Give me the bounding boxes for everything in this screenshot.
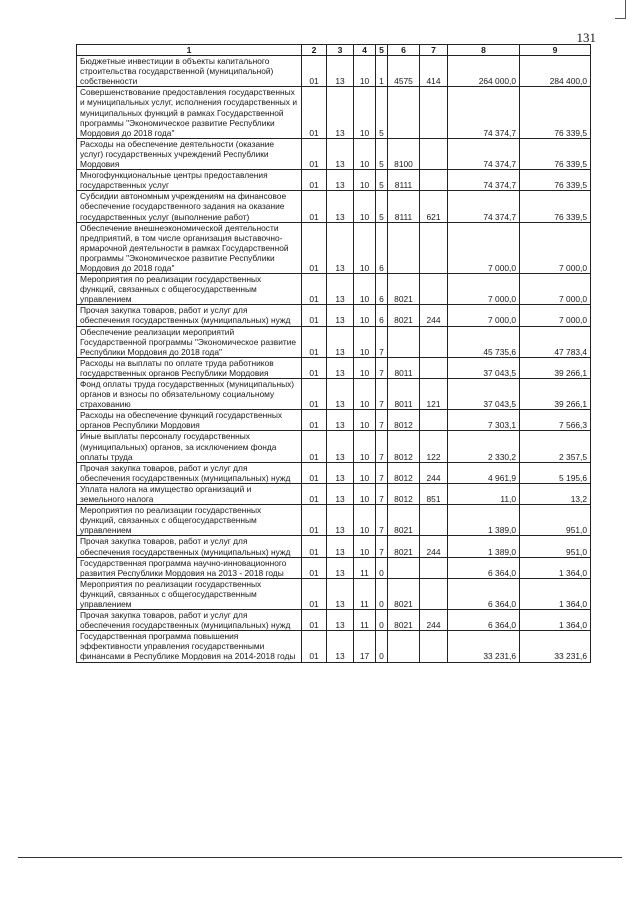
subsection-code-cell: 13 [327, 87, 354, 138]
section-code-cell: 01 [302, 170, 327, 191]
amount-year-2-cell: 7 566,3 [520, 410, 591, 431]
expense-type-cell [420, 138, 448, 169]
target-code-cell: 8012 [388, 483, 420, 504]
target-code-cell: 8021 [388, 610, 420, 631]
subsection-code-cell: 13 [327, 305, 354, 326]
subsection-code-cell: 13 [327, 170, 354, 191]
subprogram-code-cell: 0 [376, 610, 388, 631]
program-code-cell: 10 [354, 410, 376, 431]
expense-type-cell [420, 170, 448, 191]
row-name-cell: Государственная программа научно-инновационного развития Республики Мордовия на 2013 - 2018 годы [77, 557, 302, 578]
amount-year-2-cell: 39 266,1 [520, 379, 591, 410]
amount-year-2-cell: 7 000,0 [520, 305, 591, 326]
target-code-cell: 8011 [388, 379, 420, 410]
expense-type-cell [420, 87, 448, 138]
table-row [77, 536, 591, 557]
amount-year-2-cell: 1 364,0 [520, 578, 591, 609]
table-row [77, 191, 591, 222]
program-code-cell: 10 [354, 274, 376, 305]
table-row [77, 557, 591, 578]
table-row [77, 326, 591, 357]
expense-type-cell [420, 357, 448, 378]
row-name-cell: Мероприятия по реализации государственных функций, связанных с общегосударственным управлением [77, 578, 302, 609]
row-name-cell: Мероприятия по реализации государственных функций, связанных с общегосударственным управлением [77, 274, 302, 305]
program-code-cell: 11 [354, 610, 376, 631]
section-code-cell: 01 [302, 379, 327, 410]
program-code-cell: 10 [354, 462, 376, 483]
table-row [77, 379, 591, 410]
table-row [77, 357, 591, 378]
amount-year-2-cell: 951,0 [520, 536, 591, 557]
table-row [77, 170, 591, 191]
expense-type-cell [420, 410, 448, 431]
section-code-cell: 01 [302, 56, 327, 87]
expense-type-cell [420, 578, 448, 609]
amount-year-1-cell: 7 303,1 [448, 410, 520, 431]
amount-year-2-cell: 5 195,6 [520, 462, 591, 483]
target-code-cell [388, 631, 420, 662]
table-body [77, 56, 591, 662]
amount-year-1-cell: 37 043,5 [448, 379, 520, 410]
subprogram-code-cell: 7 [376, 357, 388, 378]
program-code-cell: 10 [354, 326, 376, 357]
subprogram-code-cell: 5 [376, 138, 388, 169]
header-cell: 6 [388, 45, 420, 56]
expense-type-cell: 414 [420, 56, 448, 87]
amount-year-2-cell: 1 364,0 [520, 557, 591, 578]
header-cell: 2 [302, 45, 327, 56]
expense-type-cell: 244 [420, 610, 448, 631]
target-code-cell: 8021 [388, 536, 420, 557]
section-code-cell: 01 [302, 631, 327, 662]
program-code-cell: 10 [354, 305, 376, 326]
expense-type-cell: 122 [420, 431, 448, 462]
row-name-cell: Государственная программа повышения эффективности управления государственными финансами в Республике Мордовия на 2014-2018 годы [77, 631, 302, 662]
target-code-cell: 8021 [388, 274, 420, 305]
table-row [77, 274, 591, 305]
row-name-cell: Фонд оплаты труда государственных (муниципальных) органов и взносы по обязательному социальному страхованию [77, 379, 302, 410]
amount-year-1-cell: 6 364,0 [448, 578, 520, 609]
section-code-cell: 01 [302, 505, 327, 536]
amount-year-1-cell: 7 000,0 [448, 305, 520, 326]
row-name-cell: Прочая закупка товаров, работ и услуг для обеспечения государственных (муниципальных) нужд [77, 462, 302, 483]
amount-year-1-cell: 2 330,2 [448, 431, 520, 462]
section-code-cell: 01 [302, 357, 327, 378]
amount-year-1-cell: 6 364,0 [448, 557, 520, 578]
header-cell: 9 [520, 45, 591, 56]
row-name-cell: Обеспечение внешнеэкономической деятельности предприятий, в том числе организация выставочно-ярмарочной деятельности в рамках Государственной программы "Экономическое развитие Республики Мордовия до 2018 года" [77, 222, 302, 273]
target-code-cell: 8111 [388, 191, 420, 222]
target-code-cell: 8100 [388, 138, 420, 169]
row-name-cell: Расходы на выплаты по оплате труда работников государственных органов Республики Мордовия [77, 357, 302, 378]
subsection-code-cell: 13 [327, 222, 354, 273]
amount-year-1-cell: 45 735,6 [448, 326, 520, 357]
subprogram-code-cell: 7 [376, 505, 388, 536]
subprogram-code-cell: 7 [376, 462, 388, 483]
corner-mark [615, 0, 626, 19]
amount-year-2-cell: 2 357,5 [520, 431, 591, 462]
table-header-row [77, 45, 591, 56]
amount-year-1-cell: 7 000,0 [448, 274, 520, 305]
program-code-cell: 10 [354, 191, 376, 222]
section-code-cell: 01 [302, 305, 327, 326]
row-name-cell: Многофункциональные центры предоставления государственных услуг [77, 170, 302, 191]
table-row [77, 305, 591, 326]
section-code-cell: 01 [302, 138, 327, 169]
target-code-cell: 8111 [388, 170, 420, 191]
row-name-cell: Расходы на обеспечение деятельности (оказание услуг) государственных учреждений Республики Мордовия [77, 138, 302, 169]
section-code-cell: 01 [302, 578, 327, 609]
subsection-code-cell: 13 [327, 431, 354, 462]
subsection-code-cell: 13 [327, 610, 354, 631]
section-code-cell: 01 [302, 462, 327, 483]
amount-year-2-cell: 76 339,5 [520, 170, 591, 191]
bottom-rule [18, 857, 622, 858]
header-cell: 7 [420, 45, 448, 56]
row-name-cell: Прочая закупка товаров, работ и услуг для обеспечения государственных (муниципальных) нужд [77, 536, 302, 557]
target-code-cell: 8021 [388, 505, 420, 536]
subprogram-code-cell: 7 [376, 410, 388, 431]
amount-year-2-cell: 13,2 [520, 483, 591, 504]
subsection-code-cell: 13 [327, 578, 354, 609]
amount-year-2-cell: 951,0 [520, 505, 591, 536]
row-name-cell: Прочая закупка товаров, работ и услуг для обеспечения государственных (муниципальных) нужд [77, 610, 302, 631]
amount-year-2-cell: 1 364,0 [520, 610, 591, 631]
target-code-cell [388, 557, 420, 578]
subprogram-code-cell: 0 [376, 578, 388, 609]
subprogram-code-cell: 6 [376, 274, 388, 305]
subprogram-code-cell: 7 [376, 536, 388, 557]
target-code-cell [388, 87, 420, 138]
expense-type-cell [420, 326, 448, 357]
expense-type-cell: 244 [420, 536, 448, 557]
target-code-cell: 8012 [388, 410, 420, 431]
target-code-cell [388, 326, 420, 357]
program-code-cell: 10 [354, 87, 376, 138]
target-code-cell: 8021 [388, 578, 420, 609]
header-cell: 1 [77, 45, 302, 56]
subprogram-code-cell: 0 [376, 557, 388, 578]
amount-year-1-cell: 1 389,0 [448, 505, 520, 536]
subsection-code-cell: 13 [327, 483, 354, 504]
subsection-code-cell: 13 [327, 379, 354, 410]
section-code-cell: 01 [302, 222, 327, 273]
amount-year-2-cell: 284 400,0 [520, 56, 591, 87]
program-code-cell: 10 [354, 170, 376, 191]
budget-table [76, 44, 591, 663]
program-code-cell: 10 [354, 483, 376, 504]
subsection-code-cell: 13 [327, 536, 354, 557]
subprogram-code-cell: 7 [376, 483, 388, 504]
subprogram-code-cell: 0 [376, 631, 388, 662]
amount-year-1-cell: 11,0 [448, 483, 520, 504]
program-code-cell: 11 [354, 578, 376, 609]
section-code-cell: 01 [302, 557, 327, 578]
amount-year-2-cell: 39 266,1 [520, 357, 591, 378]
target-code-cell [388, 222, 420, 273]
expense-type-cell [420, 557, 448, 578]
subsection-code-cell: 13 [327, 557, 354, 578]
subsection-code-cell: 13 [327, 326, 354, 357]
amount-year-1-cell: 264 000,0 [448, 56, 520, 87]
section-code-cell: 01 [302, 191, 327, 222]
program-code-cell: 10 [354, 505, 376, 536]
subsection-code-cell: 13 [327, 410, 354, 431]
subprogram-code-cell: 7 [376, 431, 388, 462]
row-name-cell: Субсидии автономным учреждениям на финансовое обеспечение государственного задания на оказание государственных услуг (выполнение работ) [77, 191, 302, 222]
header-cell: 8 [448, 45, 520, 56]
header-cell: 4 [354, 45, 376, 56]
expense-type-cell: 121 [420, 379, 448, 410]
row-name-cell: Совершенствование предоставления государственных и муниципальных услуг, исполнения государственных и муниципальных функций в рамках Государственной программы "Экономическое развитие Республики Мордовия до 2018 года" [77, 87, 302, 138]
row-name-cell: Прочая закупка товаров, работ и услуг для обеспечения государственных (муниципальных) нужд [77, 305, 302, 326]
subsection-code-cell: 13 [327, 505, 354, 536]
amount-year-2-cell: 76 339,5 [520, 87, 591, 138]
subprogram-code-cell: 5 [376, 170, 388, 191]
subsection-code-cell: 13 [327, 462, 354, 483]
row-name-cell: Уплата налога на имущество организаций и земельного налога [77, 483, 302, 504]
amount-year-1-cell: 33 231,6 [448, 631, 520, 662]
subsection-code-cell: 13 [327, 138, 354, 169]
program-code-cell: 10 [354, 536, 376, 557]
amount-year-2-cell: 33 231,6 [520, 631, 591, 662]
table-row [77, 410, 591, 431]
subsection-code-cell: 13 [327, 56, 354, 87]
subsection-code-cell: 13 [327, 191, 354, 222]
row-name-cell: Расходы на обеспечение функций государственных органов Республики Мордовия [77, 410, 302, 431]
subprogram-code-cell: 7 [376, 379, 388, 410]
expense-type-cell [420, 505, 448, 536]
amount-year-1-cell: 37 043,5 [448, 357, 520, 378]
subsection-code-cell: 13 [327, 357, 354, 378]
program-code-cell: 10 [354, 357, 376, 378]
subsection-code-cell: 13 [327, 631, 354, 662]
section-code-cell: 01 [302, 483, 327, 504]
expense-type-cell [420, 222, 448, 273]
target-code-cell: 8012 [388, 431, 420, 462]
target-code-cell: 4575 [388, 56, 420, 87]
table-row [77, 483, 591, 504]
amount-year-1-cell: 74 374,7 [448, 170, 520, 191]
expense-type-cell: 244 [420, 462, 448, 483]
section-code-cell: 01 [302, 326, 327, 357]
subsection-code-cell: 13 [327, 274, 354, 305]
row-name-cell: Мероприятия по реализации государственных функций, связанных с общегосударственным управлением [77, 505, 302, 536]
header-cell: 5 [376, 45, 388, 56]
program-code-cell: 10 [354, 138, 376, 169]
subprogram-code-cell: 6 [376, 222, 388, 273]
amount-year-1-cell: 1 389,0 [448, 536, 520, 557]
subprogram-code-cell: 7 [376, 326, 388, 357]
amount-year-2-cell: 47 783,4 [520, 326, 591, 357]
amount-year-1-cell: 4 961,9 [448, 462, 520, 483]
program-code-cell: 17 [354, 631, 376, 662]
subprogram-code-cell: 1 [376, 56, 388, 87]
subprogram-code-cell: 5 [376, 87, 388, 138]
subprogram-code-cell: 5 [376, 191, 388, 222]
section-code-cell: 01 [302, 610, 327, 631]
expense-type-cell: 851 [420, 483, 448, 504]
table-row [77, 610, 591, 631]
subprogram-code-cell: 6 [376, 305, 388, 326]
table-row [77, 431, 591, 462]
amount-year-1-cell: 74 374,7 [448, 191, 520, 222]
table-row [77, 462, 591, 483]
section-code-cell: 01 [302, 536, 327, 557]
expense-type-cell [420, 631, 448, 662]
program-code-cell: 10 [354, 431, 376, 462]
amount-year-1-cell: 7 000,0 [448, 222, 520, 273]
section-code-cell: 01 [302, 431, 327, 462]
target-code-cell: 8011 [388, 357, 420, 378]
program-code-cell: 11 [354, 557, 376, 578]
amount-year-2-cell: 7 000,0 [520, 222, 591, 273]
table-row [77, 222, 591, 273]
target-code-cell: 8021 [388, 305, 420, 326]
program-code-cell: 10 [354, 379, 376, 410]
header-cell: 3 [327, 45, 354, 56]
section-code-cell: 01 [302, 274, 327, 305]
page-number: 131 [576, 30, 596, 45]
amount-year-1-cell: 74 374,7 [448, 138, 520, 169]
amount-year-2-cell: 76 339,5 [520, 138, 591, 169]
amount-year-1-cell: 74 374,7 [448, 87, 520, 138]
table-row [77, 505, 591, 536]
program-code-cell: 10 [354, 56, 376, 87]
table-row [77, 138, 591, 169]
target-code-cell: 8012 [388, 462, 420, 483]
table-row [77, 87, 591, 138]
row-name-cell: Обеспечение реализации мероприятий Государственной программы "Экономическое развитие Республики Мордовия до 2018 года" [77, 326, 302, 357]
row-name-cell: Бюджетные инвестиции в объекты капитального строительства государственной (муниципальной) собственности [77, 56, 302, 87]
table-row [77, 578, 591, 609]
program-code-cell: 10 [354, 222, 376, 273]
expense-type-cell [420, 274, 448, 305]
table-row [77, 631, 591, 662]
row-name-cell: Иные выплаты персоналу государственных (муниципальных) органов, за исключением фонда оплаты труда [77, 431, 302, 462]
table-row [77, 56, 591, 87]
amount-year-2-cell: 76 339,5 [520, 191, 591, 222]
expense-type-cell: 244 [420, 305, 448, 326]
section-code-cell: 01 [302, 410, 327, 431]
expense-type-cell: 621 [420, 191, 448, 222]
amount-year-1-cell: 6 364,0 [448, 610, 520, 631]
section-code-cell: 01 [302, 87, 327, 138]
amount-year-2-cell: 7 000,0 [520, 274, 591, 305]
